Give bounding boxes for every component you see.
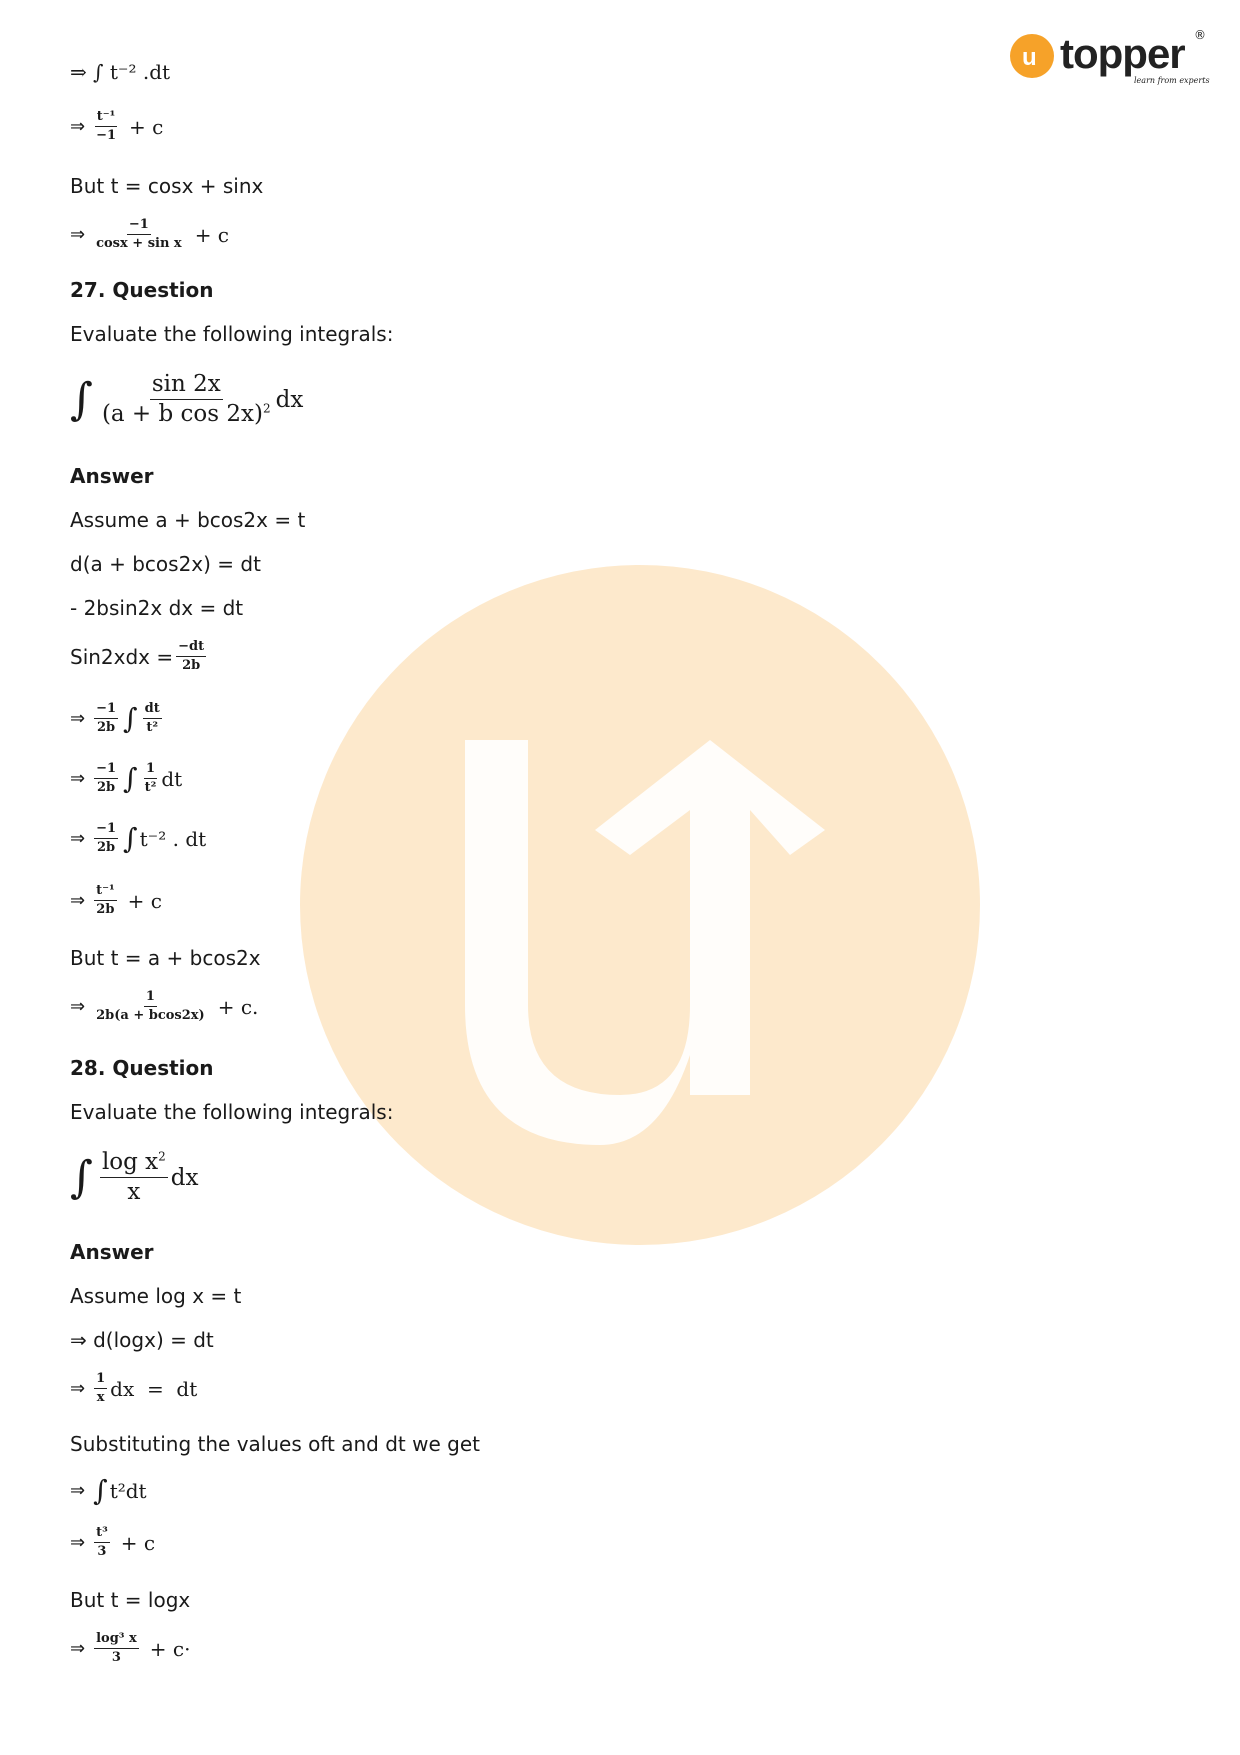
a28-substituting: Substituting the values oft and dt we get [70,1432,480,1456]
a27-step-t-neg2: ⇒ $\frac{-1}{2b}$ ∫ t⁻² . dt [70,821,207,856]
step-t-neg1-over-neg1: ⇒ $\frac{\text{t⁻¹}}{-1}$ + c [70,109,164,144]
watermark-logo [300,565,980,1245]
brand-tagline: learn from experts [1134,76,1210,85]
a27-but-t: But t = a + bcos2x [70,946,261,970]
a27-sin2xdx: Sin2xdx = $\frac{-dt}{2b}$ [70,639,205,674]
a27-step-t-neg1-over-2b: ⇒ $\frac{\text{t⁻¹}}{2b}$ + c [70,883,162,918]
question-27-title: 27. Question [70,278,214,302]
a27-final-result: ⇒ $\frac{1}{2b(a + bcos2x)}$ + c. [70,989,259,1024]
a28-but-t: But t = logx [70,1588,191,1612]
answer-28-label: Answer [70,1240,154,1264]
a28-dx-over-x: ⇒ $\frac{1}{x}$ dx = dt [70,1371,198,1406]
a27-differentiate: d(a + bcos2x) = dt [70,552,261,576]
a27-derivative: - 2bsin2x dx = dt [70,596,244,620]
a27-assume: Assume a + bcos2x = t [70,508,306,532]
a28-differentiate: ⇒ d(logx) = dt [70,1328,214,1352]
topper-logo [1010,30,1210,92]
a28-t3-over-3: ⇒ $\frac{\text{t³}}{3}$ + c [70,1525,156,1560]
question-27-prompt: Evaluate the following integrals: [70,322,394,346]
a27-step-1-over-t2: ⇒ $\frac{-1}{2b}$ ∫ $\frac{1}{\text{t²}}$ dt [70,761,183,796]
a27-step-dt-over-t2: ⇒ $\frac{-1}{2b}$ ∫ $\frac{dt}{\text{t²}}$ [70,701,160,736]
a28-assume: Assume log x = t [70,1284,242,1308]
brand-registered: ® [1194,28,1206,42]
question-28-integral: ∫ $\frac{\log x^2}{x}$ dx [70,1149,199,1206]
a28-final-result: ⇒ $\frac{\text{log³ x}}{3}$ + c· [70,1631,191,1666]
brand-name: topper [1060,30,1185,77]
question-28-title: 28. Question [70,1056,214,1080]
question-28-prompt: Evaluate the following integrals: [70,1100,394,1124]
but-t-cosx-sinx: But t = cosx + sinx [70,174,264,198]
answer-27-label: Answer [70,464,154,488]
a28-integral-t2: ⇒ ∫ t²dt [70,1474,147,1507]
step-result-cosx-sinx: ⇒ $\frac{-1}{\text{cosx + sin x}}$ + c [70,217,230,252]
svg-text:u: u [1022,44,1037,71]
step-integral-t-neg2: ⇒ ∫ t⁻² .dt [70,60,171,84]
question-27-integral: ∫ $\frac{\sin 2x}{(a + b \cos 2x)^2}$ dx [70,371,304,428]
